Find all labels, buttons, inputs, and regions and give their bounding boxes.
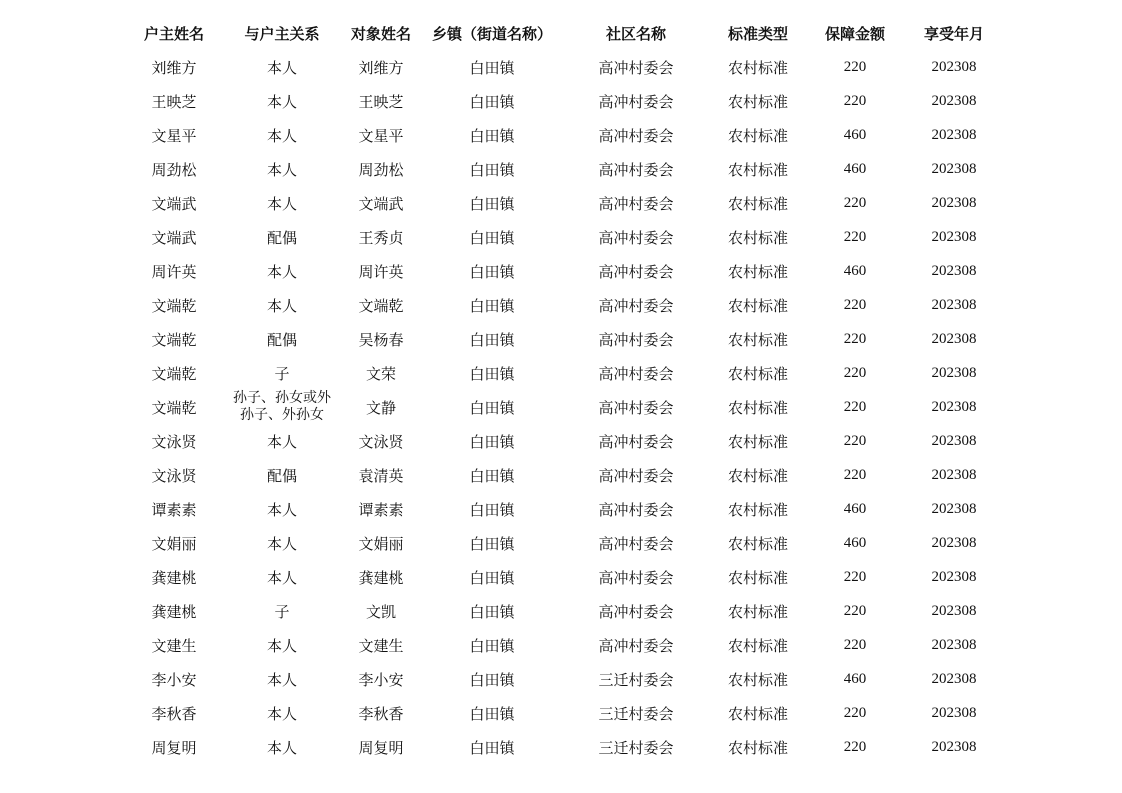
table-row: [124, 186, 1004, 220]
amount-cell: 220: [843, 58, 867, 75]
community-cell: 高冲村委会: [598, 194, 674, 213]
table-row: [124, 424, 1004, 458]
township-cell: 白田镇: [469, 534, 515, 553]
amount-cell: 220: [843, 92, 867, 109]
community-cell: 高冲村委会: [598, 398, 674, 417]
month-cell: 202308: [931, 500, 977, 517]
standard-type-cell: 农村标准: [727, 670, 788, 689]
month-cell: 202308: [931, 364, 977, 381]
householder-name-cell: 文端乾: [151, 364, 197, 383]
table-row: [124, 254, 1004, 288]
relationship-cell: 本人: [266, 194, 297, 213]
community-cell: 高冲村委会: [598, 228, 674, 247]
householder-name-cell: 文端乾: [151, 330, 197, 349]
community-cell: 三迁村委会: [598, 670, 674, 689]
table-row: [124, 220, 1004, 254]
amount-cell: 220: [843, 364, 867, 381]
community-cell: 高冲村委会: [598, 568, 674, 587]
township-cell: 白田镇: [469, 568, 515, 587]
table-row: [124, 662, 1004, 696]
township-cell: 白田镇: [469, 398, 515, 417]
table-row: [124, 628, 1004, 662]
householder-name-cell: 文娟丽: [151, 534, 197, 553]
recipient-name-cell: 文端武: [358, 194, 404, 213]
relationship-cell: 本人: [266, 704, 297, 723]
standard-type-cell: 农村标准: [727, 568, 788, 587]
recipient-name-cell: 文荣: [365, 364, 396, 383]
amount-cell: 220: [843, 602, 867, 619]
relationship-cell: 本人: [266, 262, 297, 281]
householder-name-cell: 文端武: [151, 228, 197, 247]
month-cell: 202308: [931, 262, 977, 279]
header-township: 乡镇（街道名称）: [431, 24, 552, 43]
community-cell: 高冲村委会: [598, 500, 674, 519]
township-cell: 白田镇: [469, 432, 515, 451]
relationship-cell: 本人: [266, 160, 297, 179]
recipient-name-cell: 谭素素: [358, 500, 404, 519]
community-cell: 高冲村委会: [598, 364, 674, 383]
standard-type-cell: 农村标准: [727, 534, 788, 553]
month-cell: 202308: [931, 432, 977, 449]
recipient-name-cell: 周复明: [358, 738, 404, 757]
table-row: [124, 696, 1004, 730]
standard-type-cell: 农村标准: [727, 296, 788, 315]
amount-cell: 220: [843, 296, 867, 313]
township-cell: 白田镇: [469, 58, 515, 77]
recipient-name-cell: 文星平: [358, 126, 404, 145]
standard-type-cell: 农村标准: [727, 602, 788, 621]
householder-name-cell: 文建生: [151, 636, 197, 655]
relationship-cell: 本人: [266, 432, 297, 451]
month-cell: 202308: [931, 398, 977, 415]
township-cell: 白田镇: [469, 364, 515, 383]
relationship-cell: 本人: [266, 296, 297, 315]
township-cell: 白田镇: [469, 670, 515, 689]
month-cell: 202308: [931, 466, 977, 483]
recipient-name-cell: 李小安: [358, 670, 404, 689]
relationship-cell: 本人: [266, 738, 297, 757]
header-row: [124, 16, 1004, 50]
householder-name-cell: 文星平: [151, 126, 197, 145]
householder-name-cell: 文端乾: [151, 398, 197, 417]
amount-cell: 220: [843, 432, 867, 449]
householder-name-cell: 文泳贤: [151, 432, 197, 451]
relationship-cell: 子: [274, 364, 290, 383]
householder-name-cell: 周许英: [151, 262, 197, 281]
township-cell: 白田镇: [469, 194, 515, 213]
standard-type-cell: 农村标准: [727, 228, 788, 247]
standard-type-cell: 农村标准: [727, 262, 788, 281]
recipient-name-cell: 吴杨春: [358, 330, 404, 349]
standard-type-cell: 农村标准: [727, 738, 788, 757]
township-cell: 白田镇: [469, 160, 515, 179]
standard-type-cell: 农村标准: [727, 466, 788, 485]
month-cell: 202308: [931, 58, 977, 75]
recipient-name-cell: 周许英: [358, 262, 404, 281]
standard-type-cell: 农村标准: [727, 126, 788, 145]
header-recipient-name: 对象姓名: [350, 24, 411, 43]
recipient-name-cell: 王秀贞: [358, 228, 404, 247]
table-row: [124, 492, 1004, 526]
community-cell: 高冲村委会: [598, 602, 674, 621]
table-row: [124, 118, 1004, 152]
recipient-name-cell: 文端乾: [358, 296, 404, 315]
community-cell: 高冲村委会: [598, 636, 674, 655]
householder-name-cell: 龚建桃: [151, 602, 197, 621]
month-cell: 202308: [931, 296, 977, 313]
table-body: [124, 50, 1004, 764]
table-row: [124, 288, 1004, 322]
householder-name-cell: 周劲松: [151, 160, 197, 179]
township-cell: 白田镇: [469, 92, 515, 111]
header-standard-type: 标准类型: [727, 24, 788, 43]
table-row: [124, 84, 1004, 118]
recipient-name-cell: 袁清英: [358, 466, 404, 485]
householder-name-cell: 刘维方: [151, 58, 197, 77]
amount-cell: 460: [843, 670, 867, 687]
township-cell: 白田镇: [469, 126, 515, 145]
householder-name-cell: 周复明: [151, 738, 197, 757]
relationship-cell: 配偶: [266, 228, 297, 247]
month-cell: 202308: [931, 568, 977, 585]
township-cell: 白田镇: [469, 602, 515, 621]
standard-type-cell: 农村标准: [727, 58, 788, 77]
community-cell: 高冲村委会: [598, 432, 674, 451]
householder-name-cell: 谭素素: [151, 500, 197, 519]
township-cell: 白田镇: [469, 500, 515, 519]
householder-name-cell: 文端乾: [151, 296, 197, 315]
township-cell: 白田镇: [469, 228, 515, 247]
month-cell: 202308: [931, 534, 977, 551]
community-cell: 高冲村委会: [598, 534, 674, 553]
township-cell: 白田镇: [469, 262, 515, 281]
table-row: [124, 390, 1004, 424]
standard-type-cell: 农村标准: [727, 500, 788, 519]
month-cell: 202308: [931, 636, 977, 653]
amount-cell: 220: [843, 330, 867, 347]
month-cell: 202308: [931, 92, 977, 109]
amount-cell: 460: [843, 262, 867, 279]
table-row: [124, 560, 1004, 594]
standard-type-cell: 农村标准: [727, 432, 788, 451]
table-row: [124, 594, 1004, 628]
table-row: [124, 458, 1004, 492]
amount-cell: 220: [843, 466, 867, 483]
recipient-name-cell: 周劲松: [358, 160, 404, 179]
community-cell: 高冲村委会: [598, 58, 674, 77]
month-cell: 202308: [931, 738, 977, 755]
amount-cell: 220: [843, 228, 867, 245]
month-cell: 202308: [931, 330, 977, 347]
amount-cell: 220: [843, 568, 867, 585]
community-cell: 高冲村委会: [598, 160, 674, 179]
township-cell: 白田镇: [469, 738, 515, 757]
relationship-cell: 本人: [266, 126, 297, 145]
relationship-cell: 本人: [266, 670, 297, 689]
relationship-cell: 本人: [266, 568, 297, 587]
amount-cell: 220: [843, 194, 867, 211]
township-cell: 白田镇: [469, 636, 515, 655]
amount-cell: 460: [843, 500, 867, 517]
month-cell: 202308: [931, 160, 977, 177]
township-cell: 白田镇: [469, 704, 515, 723]
township-cell: 白田镇: [469, 330, 515, 349]
relationship-cell: 配偶: [266, 330, 297, 349]
householder-name-cell: 文端武: [151, 194, 197, 213]
amount-cell: 220: [843, 398, 867, 415]
township-cell: 白田镇: [469, 466, 515, 485]
community-cell: 三迁村委会: [598, 704, 674, 723]
standard-type-cell: 农村标准: [727, 364, 788, 383]
householder-name-cell: 龚建桃: [151, 568, 197, 587]
relationship-cell: 配偶: [266, 466, 297, 485]
table-row: [124, 152, 1004, 186]
community-cell: 高冲村委会: [598, 262, 674, 281]
subsidy-roster-table: [124, 16, 1004, 764]
amount-cell: 220: [843, 704, 867, 721]
standard-type-cell: 农村标准: [727, 330, 788, 349]
community-cell: 高冲村委会: [598, 126, 674, 145]
header-relationship: 与户主关系: [244, 24, 320, 43]
header-amount: 保障金额: [824, 24, 885, 43]
householder-name-cell: 王映芝: [151, 92, 197, 111]
recipient-name-cell: 文建生: [358, 636, 404, 655]
recipient-name-cell: 王映芝: [358, 92, 404, 111]
amount-cell: 460: [843, 534, 867, 551]
community-cell: 高冲村委会: [598, 92, 674, 111]
month-cell: 202308: [931, 670, 977, 687]
relationship-cell: 本人: [266, 92, 297, 111]
householder-name-cell: 李秋香: [151, 704, 197, 723]
recipient-name-cell: 刘维方: [358, 58, 404, 77]
community-cell: 高冲村委会: [598, 330, 674, 349]
recipient-name-cell: 李秋香: [358, 704, 404, 723]
table-row: [124, 50, 1004, 84]
standard-type-cell: 农村标准: [727, 704, 788, 723]
table-row: [124, 730, 1004, 764]
householder-name-cell: 文泳贤: [151, 466, 197, 485]
relationship-cell: 本人: [266, 58, 297, 77]
community-cell: 高冲村委会: [598, 466, 674, 485]
amount-cell: 460: [843, 160, 867, 177]
table-row: [124, 356, 1004, 390]
recipient-name-cell: 文泳贤: [358, 432, 404, 451]
recipient-name-cell: 文娟丽: [358, 534, 404, 553]
month-cell: 202308: [931, 704, 977, 721]
table-row: [124, 526, 1004, 560]
recipient-name-cell: 龚建桃: [358, 568, 404, 587]
township-cell: 白田镇: [469, 296, 515, 315]
relationship-cell: 本人: [266, 636, 297, 655]
standard-type-cell: 农村标准: [727, 92, 788, 111]
month-cell: 202308: [931, 194, 977, 211]
header-householder-name: 户主姓名: [143, 24, 204, 43]
relationship-cell: 本人: [266, 534, 297, 553]
header-month: 享受年月: [923, 24, 984, 43]
month-cell: 202308: [931, 126, 977, 143]
community-cell: 三迁村委会: [598, 738, 674, 757]
community-cell: 高冲村委会: [598, 296, 674, 315]
recipient-name-cell: 文静: [365, 398, 396, 417]
amount-cell: 460: [843, 126, 867, 143]
month-cell: 202308: [931, 228, 977, 245]
householder-name-cell: 李小安: [151, 670, 197, 689]
amount-cell: 220: [843, 636, 867, 653]
standard-type-cell: 农村标准: [727, 398, 788, 417]
subsidy-roster-sheet: [124, 16, 1004, 764]
table-row: [124, 322, 1004, 356]
header-community: 社区名称: [605, 24, 666, 43]
month-cell: 202308: [931, 602, 977, 619]
relationship-cell: 本人: [266, 500, 297, 519]
standard-type-cell: 农村标准: [727, 636, 788, 655]
relationship-cell: 孙子、孙女或外孙子、外孙女: [233, 390, 331, 423]
amount-cell: 220: [843, 738, 867, 755]
standard-type-cell: 农村标准: [727, 160, 788, 179]
relationship-cell: 子: [274, 602, 290, 621]
recipient-name-cell: 文凯: [365, 602, 396, 621]
standard-type-cell: 农村标准: [727, 194, 788, 213]
